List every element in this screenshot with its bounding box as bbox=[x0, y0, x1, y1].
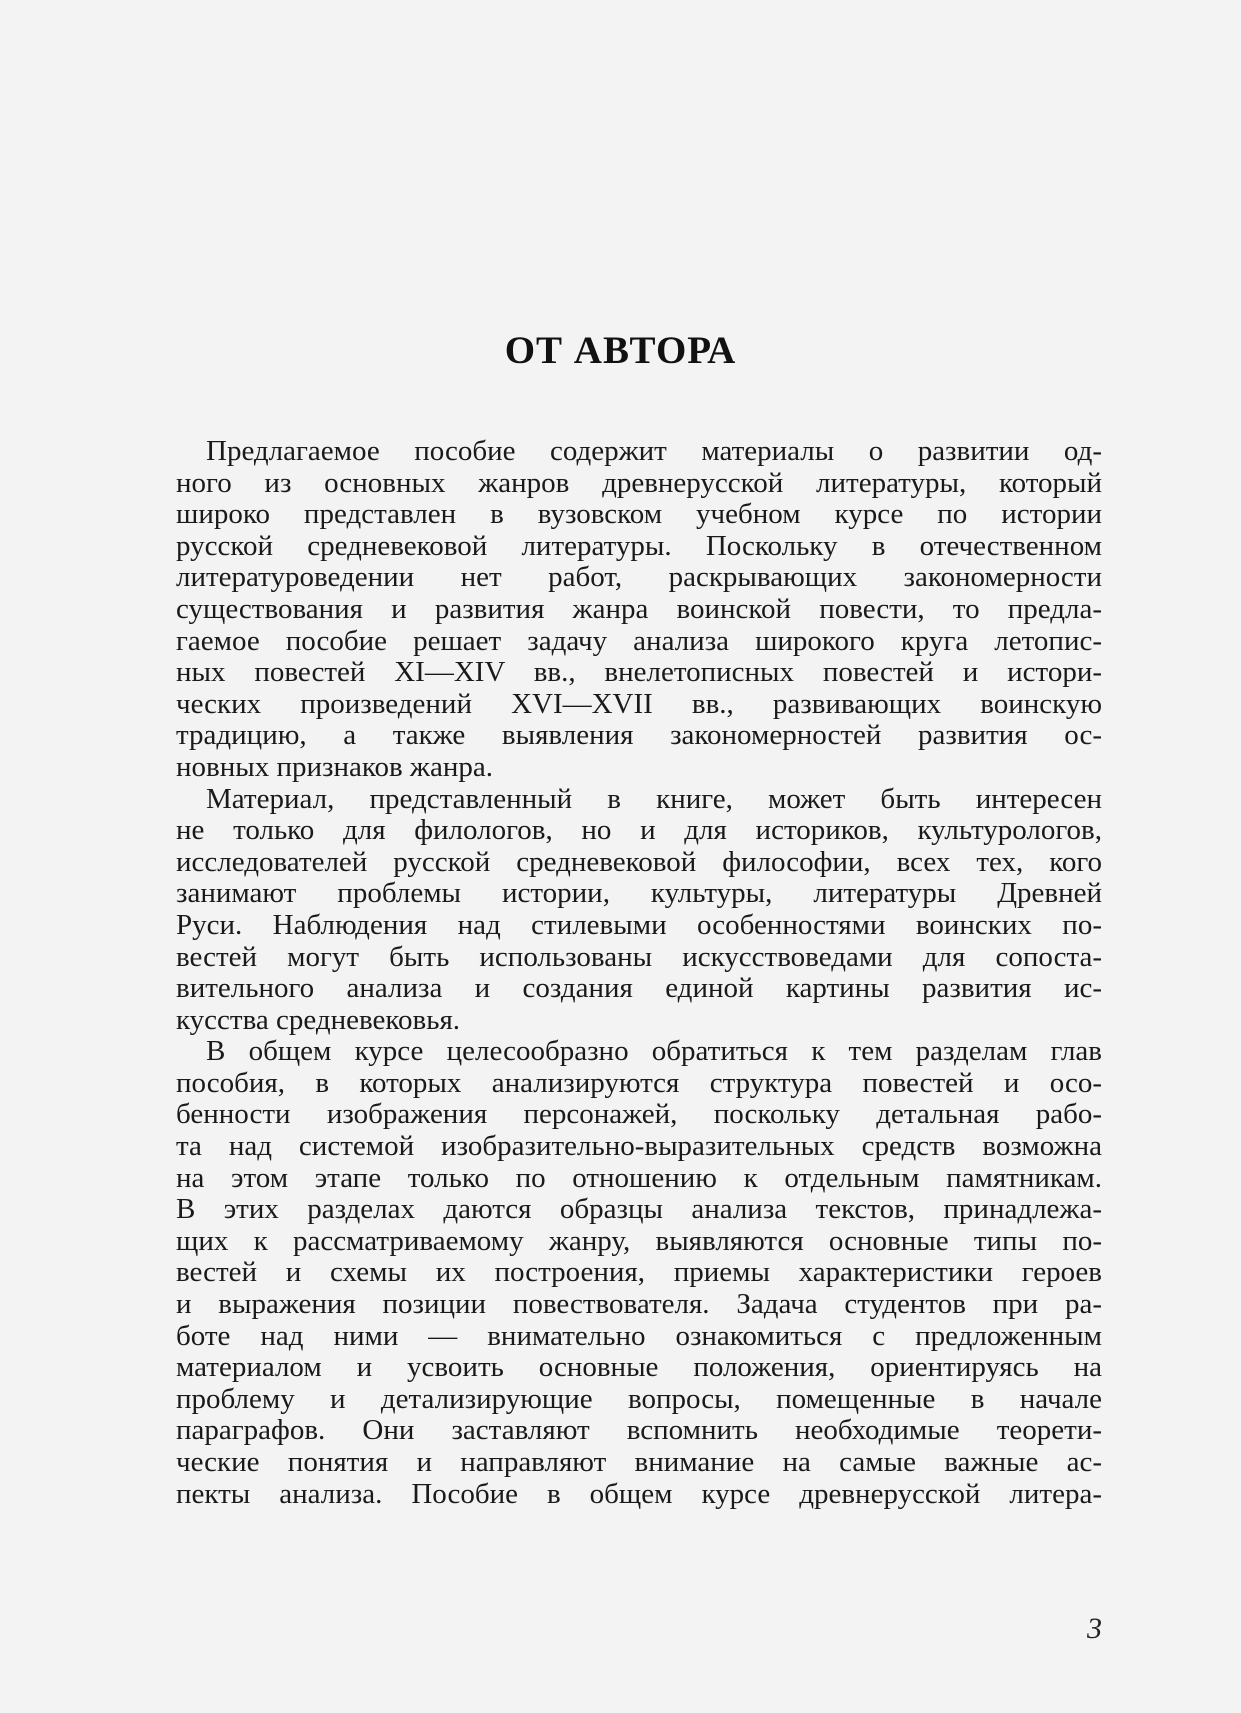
paragraph bbox=[176, 784, 1102, 1037]
text-line: вестей и схемы их построения, приемы характеристики героев bbox=[176, 1256, 1102, 1289]
text-line: проблему и детализирующие вопросы, помещенные в начале bbox=[176, 1382, 1102, 1415]
page-title: ОТ АВТОРА bbox=[504, 329, 737, 372]
text-line: кусства средневековья. bbox=[176, 1003, 461, 1036]
text-line: исследователей русской средневековой философии, всех тех, кого bbox=[176, 845, 1102, 878]
text-line: параграфов. Они заставляют вспомнить необходимые теорети- bbox=[176, 1414, 1102, 1447]
text-line: существования и развития жанра воинской повести, то предла- bbox=[176, 592, 1102, 625]
text-line: традицию, а также выявления закономерностей развития ос- bbox=[176, 719, 1102, 752]
text-line: В общем курсе целесообразно обратиться к тем разделам глав bbox=[206, 1035, 1102, 1068]
text-line: та над системой изобразительно-выразительных средств возможна bbox=[176, 1130, 1102, 1163]
page-number: 3 bbox=[1087, 1612, 1102, 1645]
text-line: и выражения позиции повествователя. Задача студентов при ра- bbox=[176, 1288, 1102, 1321]
text-line: пособия, в которых анализируются структура повестей и осо- bbox=[176, 1066, 1102, 1099]
text-line: Предлагаемое пособие содержит материалы о развитии од- bbox=[206, 435, 1102, 467]
text-line: боте над ними — внимательно ознакомиться с предложенным bbox=[176, 1319, 1102, 1352]
text-line: ного из основных жанров древнерусской литературы, который bbox=[176, 466, 1102, 499]
text-line: вительного анализа и создания единой картины развития ис- bbox=[176, 972, 1102, 1005]
text-line: русской средневековой литературы. Поскольку в отечественном bbox=[176, 529, 1102, 562]
text-line: бенности изображения персонажей, поскольку детальная рабо- bbox=[176, 1098, 1102, 1131]
text-line: занимают проблемы истории, культуры, литературы Древней bbox=[176, 877, 1102, 910]
text-line: широко представлен в вузовском учебном курсе по истории bbox=[176, 498, 1102, 531]
text-line: ческие понятия и направляют внимание на самые важные ас- bbox=[176, 1446, 1102, 1478]
text-line: Материал, представленный в книге, может быть интересен bbox=[206, 782, 1102, 815]
text-line: вестей могут быть использованы искусствоведами для сопоста- bbox=[176, 940, 1102, 973]
text-line: пекты анализа. Пособие в общем курсе древнерусской литера- bbox=[176, 1477, 1102, 1510]
text-line: гаемое пособие решает задачу анализа широкого круга летопис- bbox=[176, 624, 1102, 657]
text-line: ных повестей XI—XIV вв., внелетописных повестей и истори- bbox=[176, 656, 1102, 689]
text-line: новных признаков жанра. bbox=[176, 750, 493, 783]
text-line: материалом и усвоить основные положения, ориентируясь на bbox=[176, 1351, 1102, 1384]
text-line: щих к рассматриваемому жанру, выявляются основные типы по- bbox=[176, 1224, 1102, 1257]
text-line: литературоведении нет работ, раскрывающих закономерности bbox=[176, 561, 1102, 594]
text-line: Руси. Наблюдения над стилевыми особенностями воинских по- bbox=[176, 908, 1102, 941]
text-line: В этих разделах даются образцы анализа текстов, принадлежа- bbox=[176, 1193, 1102, 1226]
body-text bbox=[176, 436, 1102, 1510]
paragraph bbox=[176, 436, 1102, 784]
paragraph bbox=[176, 1036, 1102, 1510]
text-line: ческих произведений XVI—XVII вв., развивающих воинскую bbox=[176, 687, 1102, 720]
text-line: на этом этапе только по отношению к отдельным памятникам. bbox=[176, 1161, 1102, 1194]
text-line: не только для филологов, но и для историков, культурологов, bbox=[176, 814, 1102, 847]
